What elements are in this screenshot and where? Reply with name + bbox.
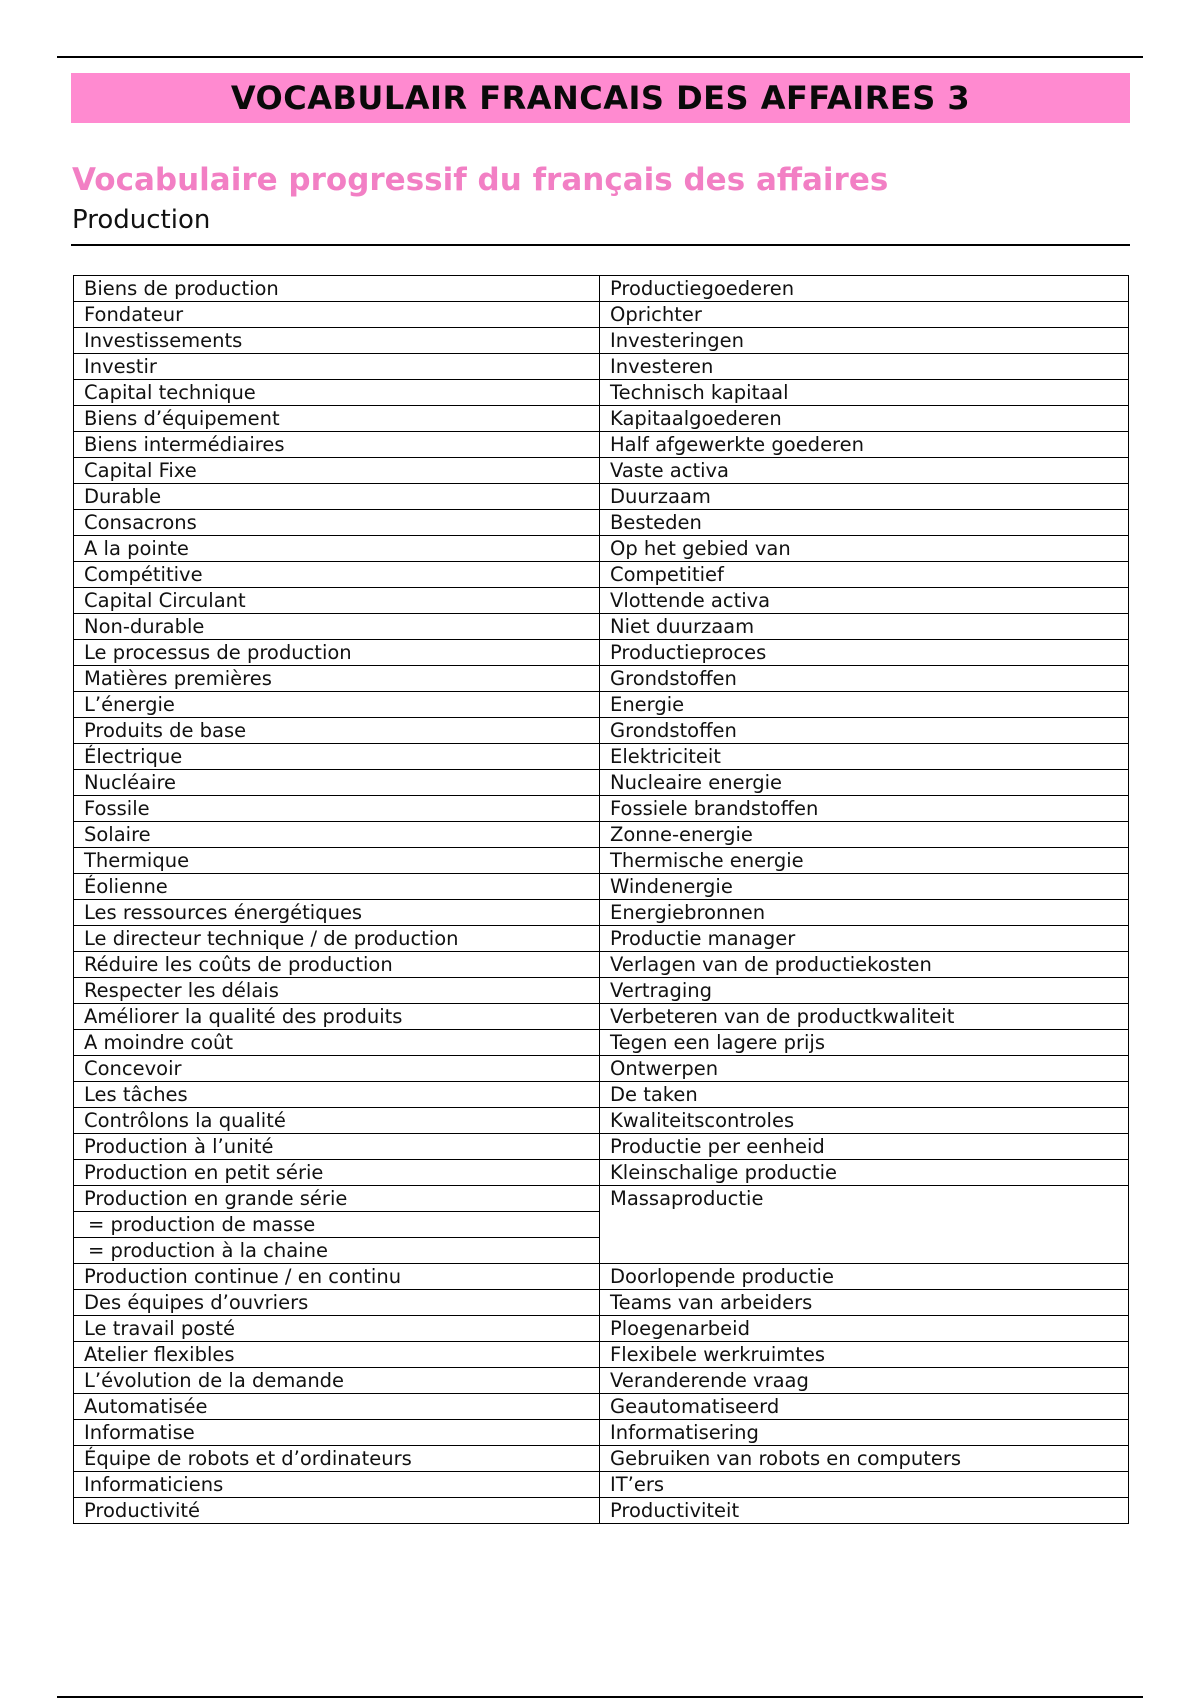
french-term: Solaire [74,822,600,848]
dutch-translation: Gebruiken van robots en computers [600,1446,1129,1472]
french-term: Améliorer la qualité des produits [74,1004,600,1030]
table-row [74,848,1129,874]
french-term: Éolienne [74,874,600,900]
french-term: Fossile [74,796,600,822]
french-term: Investir [74,354,600,380]
dutch-translation: Verlagen van de productiekosten [600,952,1129,978]
french-term: A moindre coût [74,1030,600,1056]
french-term: Biens de production [74,276,600,302]
table-row [74,432,1129,458]
table-row [74,1368,1129,1394]
french-term: Les ressources énergétiques [74,900,600,926]
bottom-rule [57,1696,1143,1698]
french-term: Production en petit série [74,1160,600,1186]
table-row [74,952,1129,978]
dutch-translation: Zonne-energie [600,822,1129,848]
table-row [74,718,1129,744]
table-row [74,562,1129,588]
dutch-translation: Ontwerpen [600,1056,1129,1082]
table-row [74,900,1129,926]
dutch-translation: Productie per eenheid [600,1134,1129,1160]
dutch-translation: Kwaliteitscontroles [600,1108,1129,1134]
table-row [74,1160,1129,1186]
table-row [74,484,1129,510]
dutch-translation: Kapitaalgoederen [600,406,1129,432]
french-term: Les tâches [74,1082,600,1108]
dutch-translation: Energie [600,692,1129,718]
top-rule [57,56,1143,58]
french-term: L’énergie [74,692,600,718]
french-term: Production continue / en continu [74,1264,600,1290]
table-row [74,614,1129,640]
section-rule [71,244,1130,246]
french-term: Atelier flexibles [74,1342,600,1368]
dutch-translation: Vaste activa [600,458,1129,484]
document-title: VOCABULAIR FRANCAIS DES AFFAIRES 3 [230,79,971,117]
table-row [74,1004,1129,1030]
french-term: Électrique [74,744,600,770]
french-term: Produits de base [74,718,600,744]
dutch-translation: De taken [600,1082,1129,1108]
table-row [74,822,1129,848]
french-term: Matières premières [74,666,600,692]
dutch-translation: Investeren [600,354,1129,380]
french-term: = production de masse [74,1212,600,1238]
dutch-translation: Productie manager [600,926,1129,952]
dutch-translation: Half afgewerkte goederen [600,432,1129,458]
table-row [74,1472,1129,1498]
table-row [74,692,1129,718]
dutch-translation: Fossiele brandstoffen [600,796,1129,822]
table-row [74,796,1129,822]
dutch-translation: Doorlopende productie [600,1264,1129,1290]
table-row [74,1134,1129,1160]
table-row [74,328,1129,354]
table-row [74,1030,1129,1056]
french-term: Respecter les délais [74,978,600,1004]
table-row [74,1290,1129,1316]
french-term: Automatisée [74,1394,600,1420]
french-term: Réduire les coûts de production [74,952,600,978]
table-row [74,1264,1129,1290]
vocabulary-table-body [74,276,1129,1524]
table-row [74,276,1129,302]
french-term: Production à l’unité [74,1134,600,1160]
dutch-translation: Besteden [600,510,1129,536]
table-row [74,666,1129,692]
dutch-translation: Elektriciteit [600,744,1129,770]
dutch-translation: Technisch kapitaal [600,380,1129,406]
table-row [74,874,1129,900]
table-row [74,1498,1129,1524]
table-row [74,354,1129,380]
dutch-translation: Nucleaire energie [600,770,1129,796]
french-term: Biens d’équipement [74,406,600,432]
table-row [74,1342,1129,1368]
french-term: Capital Fixe [74,458,600,484]
table-row [74,458,1129,484]
table-row [74,744,1129,770]
dutch-translation: Thermische energie [600,848,1129,874]
dutch-translation: Geautomatiseerd [600,1394,1129,1420]
dutch-translation: IT’ers [600,1472,1129,1498]
french-term: Thermique [74,848,600,874]
table-row [74,1446,1129,1472]
dutch-translation: Grondstoffen [600,718,1129,744]
table-row [74,302,1129,328]
dutch-translation: Tegen een lagere prijs [600,1030,1129,1056]
table-row [74,1186,1129,1212]
table-row [74,536,1129,562]
dutch-translation: Op het gebied van [600,536,1129,562]
french-term: Capital Circulant [74,588,600,614]
dutch-translation: Grondstoffen [600,666,1129,692]
table-row [74,640,1129,666]
dutch-translation: Productieproces [600,640,1129,666]
french-term: A la pointe [74,536,600,562]
table-row [74,1082,1129,1108]
table-row [74,978,1129,1004]
french-term: Concevoir [74,1056,600,1082]
dutch-translation: Veranderende vraag [600,1368,1129,1394]
french-term: Contrôlons la qualité [74,1108,600,1134]
dutch-translation: Vlottende activa [600,588,1129,614]
table-row [74,770,1129,796]
french-term: = production à la chaine [74,1238,600,1264]
french-term: Compétitive [74,562,600,588]
section-heading: Production [72,205,211,235]
dutch-translation: Flexibele werkruimtes [600,1342,1129,1368]
french-term: Le travail posté [74,1316,600,1342]
table-row [74,1420,1129,1446]
table-row [74,1056,1129,1082]
french-term: Consacrons [74,510,600,536]
french-term: Fondateur [74,302,600,328]
french-term: Biens intermédiaires [74,432,600,458]
dutch-translation: Productiviteit [600,1498,1129,1524]
document-subtitle: Vocabulaire progressif du français des affaires [72,162,889,198]
french-term: Des équipes d’ouvriers [74,1290,600,1316]
french-term: Informaticiens [74,1472,600,1498]
dutch-translation: Massaproductie [600,1186,1129,1264]
dutch-translation: Energiebronnen [600,900,1129,926]
french-term: Durable [74,484,600,510]
french-term: Capital technique [74,380,600,406]
table-row [74,1108,1129,1134]
french-term: Productivité [74,1498,600,1524]
dutch-translation: Vertraging [600,978,1129,1004]
dutch-translation: Oprichter [600,302,1129,328]
table-row [74,1316,1129,1342]
table-row [74,380,1129,406]
french-term: Investissements [74,328,600,354]
dutch-translation: Duurzaam [600,484,1129,510]
french-term: Production en grande série [74,1186,600,1212]
table-row [74,926,1129,952]
dutch-translation: Investeringen [600,328,1129,354]
table-row [74,406,1129,432]
dutch-translation: Ploegenarbeid [600,1316,1129,1342]
title-banner [71,73,1130,123]
dutch-translation: Verbeteren van de productkwaliteit [600,1004,1129,1030]
dutch-translation: Informatisering [600,1420,1129,1446]
french-term: Équipe de robots et d’ordinateurs [74,1446,600,1472]
french-term: Non-durable [74,614,600,640]
vocabulary-table [73,275,1129,1524]
dutch-translation: Teams van arbeiders [600,1290,1129,1316]
dutch-translation: Windenergie [600,874,1129,900]
french-term: Nucléaire [74,770,600,796]
table-row [74,1394,1129,1420]
table-row [74,510,1129,536]
table-row [74,588,1129,614]
french-term: Le processus de production [74,640,600,666]
dutch-translation: Kleinschalige productie [600,1160,1129,1186]
dutch-translation: Productiegoederen [600,276,1129,302]
french-term: Le directeur technique / de production [74,926,600,952]
dutch-translation: Niet duurzaam [600,614,1129,640]
french-term: L’évolution de la demande [74,1368,600,1394]
dutch-translation: Competitief [600,562,1129,588]
french-term: Informatise [74,1420,600,1446]
